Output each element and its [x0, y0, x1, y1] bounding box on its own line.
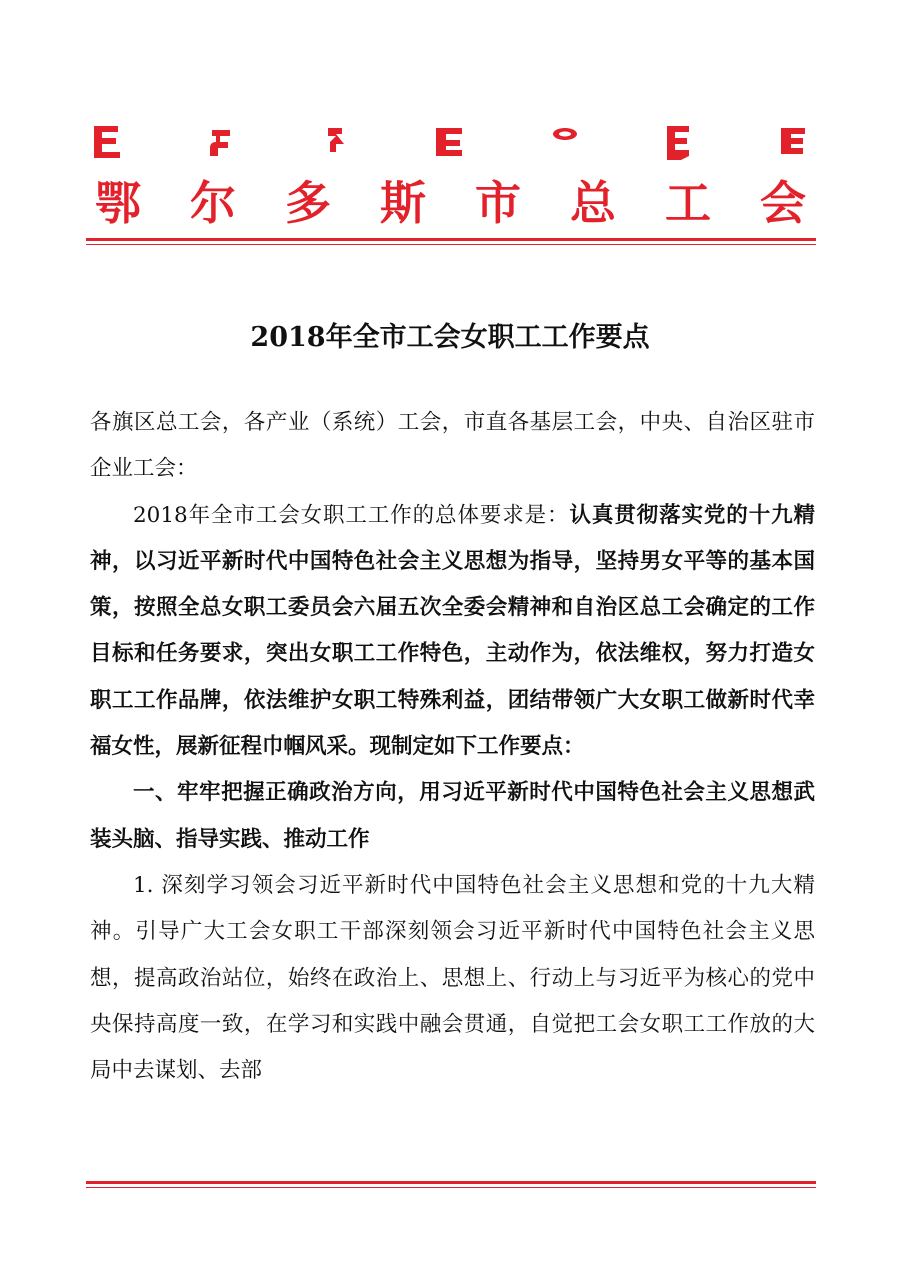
intro-requirements: 认真贯彻落实党的十九精神，以习近平新时代中国特色社会主义思想为指导，坚持男女平等的基本国策，按照全总女职工委员会六届五次全委会精神和自治区总工会确定的工作目标和任务要求，突出女职工工作特色，主动作为，依法维权，努力打造女职工工作品牌，依法维护女职工特殊利益，团结带领广大女职工做新时代幸福女性，展新征程巾帼风采。现制定如下工作要点： — [90, 502, 815, 760]
document-body — [90, 400, 815, 1094]
mongolian-glyph-3 — [316, 122, 356, 162]
mongolian-script-logo — [88, 122, 813, 162]
masthead-char: 会 — [760, 176, 806, 230]
intro-lead: 2018年全市工会女职工工作的总体要求是： — [133, 502, 570, 528]
document-title: 2018年全市工会女职工工作要点 — [250, 322, 650, 354]
masthead-title — [88, 173, 813, 233]
mongolian-glyph-2 — [202, 122, 242, 162]
header-rule-thick — [86, 238, 816, 241]
mongolian-glyph-7 — [773, 122, 813, 162]
masthead-char: 多 — [285, 176, 331, 230]
section-1-heading: 一、牢牢把握正确政治方向，用习近平新时代中国特色社会主义思想武装头脑、指导实践、推动工作 — [90, 780, 815, 852]
header-rule-thin — [86, 244, 816, 245]
footer-rule-thick — [86, 1181, 816, 1184]
mongolian-glyph-1 — [88, 122, 128, 162]
masthead-char: 总 — [570, 176, 616, 230]
masthead-char: 市 — [475, 176, 521, 230]
letterhead — [0, 0, 900, 250]
masthead-char: 工 — [665, 176, 711, 230]
mongolian-glyph-4 — [430, 122, 470, 162]
masthead-char: 斯 — [380, 176, 426, 230]
mongolian-glyph-6 — [659, 122, 699, 162]
salutation: 各旗区总工会，各产业（系统）工会，市直各基层工会，中央、自治区驻市企业工会： — [90, 410, 815, 482]
footer-rule-thin — [86, 1187, 816, 1188]
masthead-char: 尔 — [190, 176, 236, 230]
intro-paragraph — [90, 493, 815, 771]
mongolian-glyph-5 — [545, 122, 585, 162]
masthead-char: 鄂 — [95, 176, 141, 230]
item-1-paragraph: 1. 深刻学习领会习近平新时代中国特色社会主义思想和党的十九大精神。引导广大工会女职工干部深刻领会习近平新时代中国特色社会主义思想，提高政治站位，始终在政治上、思想上、行动上与习近平为核心的党中央保持高度一致，在学习和实践中融会贯通，自觉把工会女职工工作放的大局中去谋划、去部 — [90, 872, 815, 1084]
